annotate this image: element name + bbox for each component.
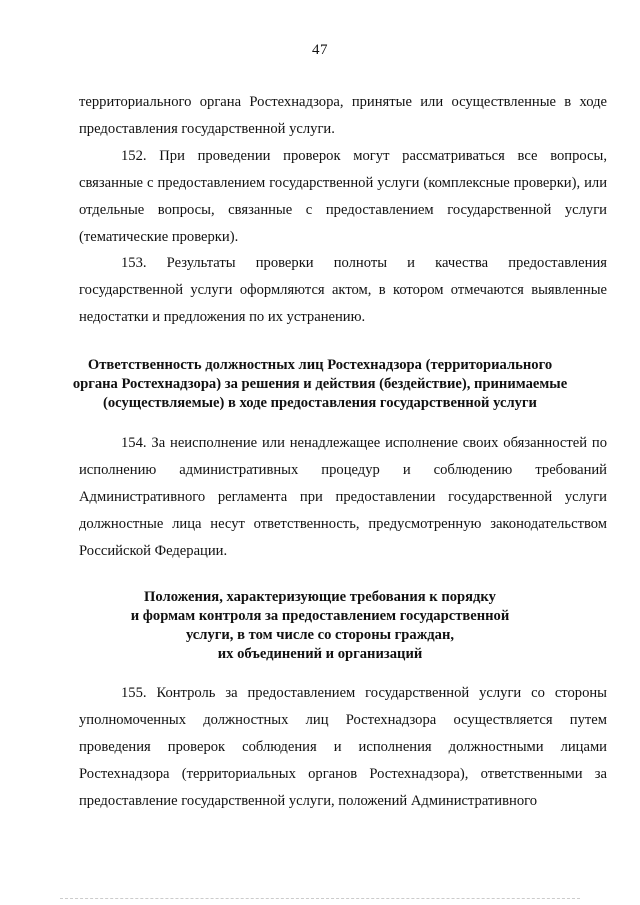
paragraph-continuation (79, 89, 607, 143)
section-heading-responsibility: Ответственность должностных лиц Ростехнадзора (территориального органа Ростехнадзора) за решения и действия (бездействие), принимаемые (осуществляемые) в ходе предоставления государственной услуги (72, 357, 568, 411)
paragraph-text: территориального органа Ростехнадзора, принятые или осуществленные в ходе предоставления государственной услуги. (79, 94, 607, 137)
paragraph-154 (79, 430, 607, 565)
paragraph-text: 155. Контроль за предоставлением государственной услуги со стороны уполномоченных должностных лиц Ростехнадзора осуществляется путем проведения проверок соблюдения и исполнения должностными лицами Ростехнадзора (территориальных органов Ростехнадзора), ответственными за предоставление государственной услуги, положений Административного (79, 685, 607, 809)
paragraph-text: 153. Результаты проверки полноты и качества предоставления государственной услуги оформляются актом, в котором отмечаются выявленные недостатки и предложения по их устранению. (79, 255, 607, 325)
paragraph-152 (79, 143, 607, 251)
paragraph-155 (79, 680, 607, 815)
scan-edge-line (60, 898, 580, 899)
page-number: 47 (312, 42, 328, 58)
paragraph-text: 152. При проведении проверок могут рассматриваться все вопросы, связанные с предоставлением государственной услуги (комплексные проверки), или отдельные вопросы, связанные с предоставлением государственной услуги (тематические проверки). (79, 148, 607, 245)
section-heading-control: Положения, характеризующие требования к порядку и формам контроля за предоставлением государственной услуги, в том числе со стороны граждан, их объединений и организаций (130, 589, 510, 662)
paragraph-text: 154. За неисполнение или ненадлежащее исполнение своих обязанностей по исполнению административных процедур и соблюдению требований Административного регламента при предоставлении государственной услуги должностные лица несут ответственность, предусмотренную законодательством Российской Федерации. (79, 435, 607, 559)
paragraph-153 (79, 250, 607, 331)
